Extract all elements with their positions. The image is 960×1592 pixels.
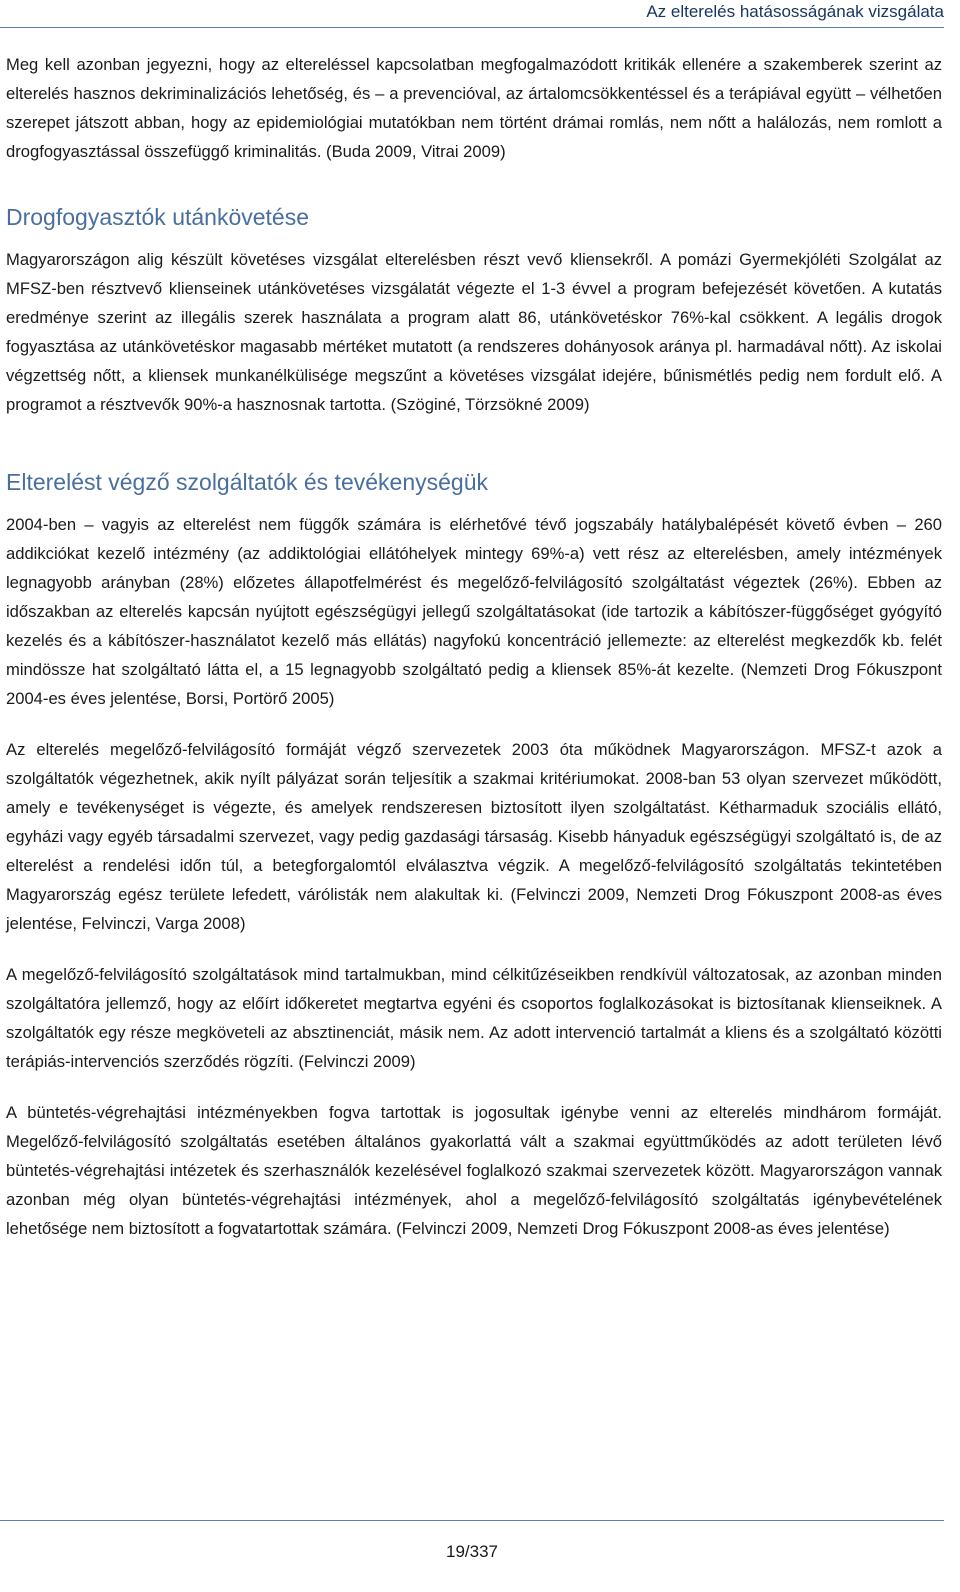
section-heading-follow-up: Drogfogyasztók utánkövetése — [6, 204, 310, 230]
running-header-title: Az elterelés hatásosságának vizsgálata — [646, 2, 944, 21]
paragraph-service-content: A megelőző-felvilágosító szolgáltatások mind tartalmukban, mind célkitűzéseikben rendkívül változatosak, az azonban minden szolgáltatóra jellemző, hogy az előírt időkeretet megtartva egyéni és csoportos foglalkozásokat is biztosítanak klienseiknek. A szolgáltatók egy része megköveteli az absztinenciát, másik nem. Az adott intervenció tartalmát a kliens és a szolgáltató közötti terápiás-intervenciós szerződés rögzíti. (Felvinczi 2009) — [6, 965, 942, 1071]
paragraph-providers-2004: 2004-ben – vagyis az elterelést nem függők számára is elérhetővé tévő jogszabály hatálybalépését követő évben – 260 addikciókat kezelő intézmény (az addiktológiai ellátóhelyek mintegy 69%-a) vett rész az elterelésben, amely intézmények legnagyobb arányban (28%) előzetes állapotfelmérést és megelőző-felvilágosító szolgáltatást végeztek (26%). Ebben az időszakban az elterelés kapcsán nyújtott egészségügyi jellegű szolgáltatásokat (ide tartozik a kábítószer-függőséget gyógyító kezelés és a kábítószer-használatot kezelő más ellátás) nagyfokú koncentráció jellemezte: az elterelést megkezdők kb. felét mindössze hat szolgáltató látta el, a 15 legnagyobb szolgáltató pedig a kliensek 85%-át kezelte. (Nemzeti Drog Fókuszpont 2004-es éves jelentése, Borsi, Portörő 2005) — [6, 515, 942, 708]
paragraph-decriminalization: Meg kell azonban jegyezni, hogy az eltereléssel kapcsolatban megfogalmazódott kritikák ellenére a szakemberek szerint az elterelés hasznos dekriminalizációs lehetőség, és – a prevencióval, az ártalomcsökkentéssel és a terápiával együtt – vélhetően szerepet játszott abban, hogy az epidemiológiai mutatókban nem történt drámai romlás, nem nőtt a halálozás, nem romlott a drogfogyasztással összefüggő kriminalitás. (Buda 2009, Vitrai 2009) — [6, 55, 942, 161]
running-header — [0, 0, 944, 28]
paragraph-follow-up-study: Magyarországon alig készült követéses vizsgálat elterelésben részt vevő kliensekről. A pomázi Gyermekjóléti Szolgálat az MFSZ-ben résztvevő klienseinek utánkövetéses vizsgálatát végezte el 1-3 évvel a program befejezését követően. A kutatás eredménye szerint az illegális szerek használata a program alatt 86, utánkövetéskor 76%-kal csökkent. A legális drogok fogyasztása az utánkövetéskor magasabb mértéket mutatott (a rendszeres dohányosok aránya pl. harmadával nőtt). Az iskolai végzettség nőtt, a kliensek munkanélkülisége megszűnt a követéses vizsgálat idejére, bűnismétlés pedig nem fordult elő. A programot a résztvevők 90%-a hasznosnak tartotta. (Szöginé, Törzsökné 2009) — [6, 250, 942, 414]
paragraph-mfsz-organizations: Az elterelés megelőző-felvilágosító formáját végző szervezetek 2003 óta működnek Magyarországon. MFSZ-t azok a szolgáltatók végezhetnek, akik nyílt pályázat során teljesítik a szakmai kritériumokat. 2008-ban 53 olyan szervezet működött, amely e tevékenységet is végezte, és amelyek rendszeresen biztosított ilyen szolgáltatást. Kétharmaduk szociális ellátó, egyházi vagy egyéb társadalmi szervezet, vagy pedig gazdasági társaság. Kisebb hányaduk egészségügyi szolgáltató is, de az elterelést a rendelési időn túl, a betegforgalomtól elválasztva végzik. A megelőző-felvilágosító szolgáltatás tekintetében Magyarország egész területe lefedett, várólisták nem alakultak ki. (Felvinczi 2009, Nemzeti Drog Fókuszpont 2008-as éves jelentése, Felvinczi, Varga 2008) — [6, 740, 942, 933]
footer-divider — [0, 1520, 944, 1521]
section-heading-providers: Elterelést végző szolgáltatók és tevékenységük — [6, 469, 488, 495]
document-body — [6, 50, 942, 1243]
page-number: 19/337 — [446, 1542, 498, 1561]
paragraph-prison-institutions: A büntetés-végrehajtási intézményekben fogva tartottak is jogosultak igénybe venni az elterelés mindhárom formáját. Megelőző-felvilágosító szolgáltatás esetében általános gyakorlattá vált a szakmai együttműködés az adott területen lévő büntetés-végrehajtási intézetek és szerhasználók kezelésével foglalkozó szakmai szervezetek között. Magyarországon vannak azonban még olyan büntetés-végrehajtási intézmények, ahol a megelőző-felvilágosító szolgáltatás igénybevételének lehetősége nem biztosított a fogvatartottak számára. (Felvinczi 2009, Nemzeti Drog Fókuszpont 2008-as éves jelentése) — [6, 1103, 942, 1238]
